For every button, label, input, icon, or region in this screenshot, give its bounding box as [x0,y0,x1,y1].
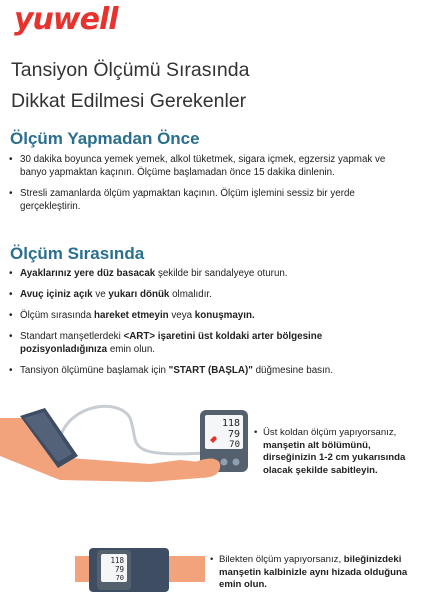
wrist-note: • Bilekten ölçüm yapıyorsanız, bileğinizdeki manşetin kalbinizle aynı hizada olduğuna emin olun. [219,554,419,592]
page-title-line-1: Tansiyon Ölçümü Sırasında [11,59,250,81]
list-item: • Avuç içiniz açık ve yukarı dönük olmalıdır. [8,288,408,301]
upper-arm-note: • Üst koldan ölçüm yapıyorsanız, manşetin alt bölümünü, dirseğinizin 1-2 cm yukarısında olacak şekilde sabitleyin. [263,427,423,477]
monitor-small-pulse: 70 [115,574,124,582]
before-measurement-list [8,153,408,221]
list-item: • Ayaklarınız yere düz basacak şekilde bir sandalyeye oturun. [8,267,408,280]
monitor-small [97,550,131,590]
monitor-large-dia: 79 [227,429,240,440]
list-item: • Standart manşetlerdeki <ART> işaretini üst koldaki arter bölgesine pozisyonladığınıza emin olun. [8,330,408,356]
air-tube [60,406,205,454]
list-item: • Tansiyon ölçümüne başlamak için "START (BAŞLA)" düğmesine basın. [8,364,408,377]
during-measurement-list [8,267,408,385]
upper-arm-cuff-illustration [0,398,260,498]
wrist-cuff-illustration [75,540,205,600]
list-item: • 30 dakika boyunca yemek yemek, alkol tüketmek, sigara içmek, egzersiz yapmak ve banyo yapmaktan kaçının. Ölçüme başlamadan önce 15 dakika dinlenin. [8,153,408,179]
list-item: • Ölçüm sırasında hareket etmeyin veya konuşmayın. [8,309,408,322]
brand-logo: yuwell [14,2,118,37]
monitor-small-sys: 118 [110,556,124,565]
page-title-line-2: Dikkat Edilmesi Gerekenler [11,90,247,112]
section-heading-during: Ölçüm Sırasında [10,244,145,263]
monitor-small-dia: 79 [114,565,124,574]
monitor-large-sys: 118 [221,418,240,429]
hand [195,459,220,478]
monitor-large-pulse: 70 [229,440,240,450]
list-item: • Stresli zamanlarda ölçüm yapmaktan kaçının. Ölçüm işlemini sessiz bir yerde gerçekleştirin. [8,187,408,213]
section-heading-before: Ölçüm Yapmadan Önce [10,129,200,148]
